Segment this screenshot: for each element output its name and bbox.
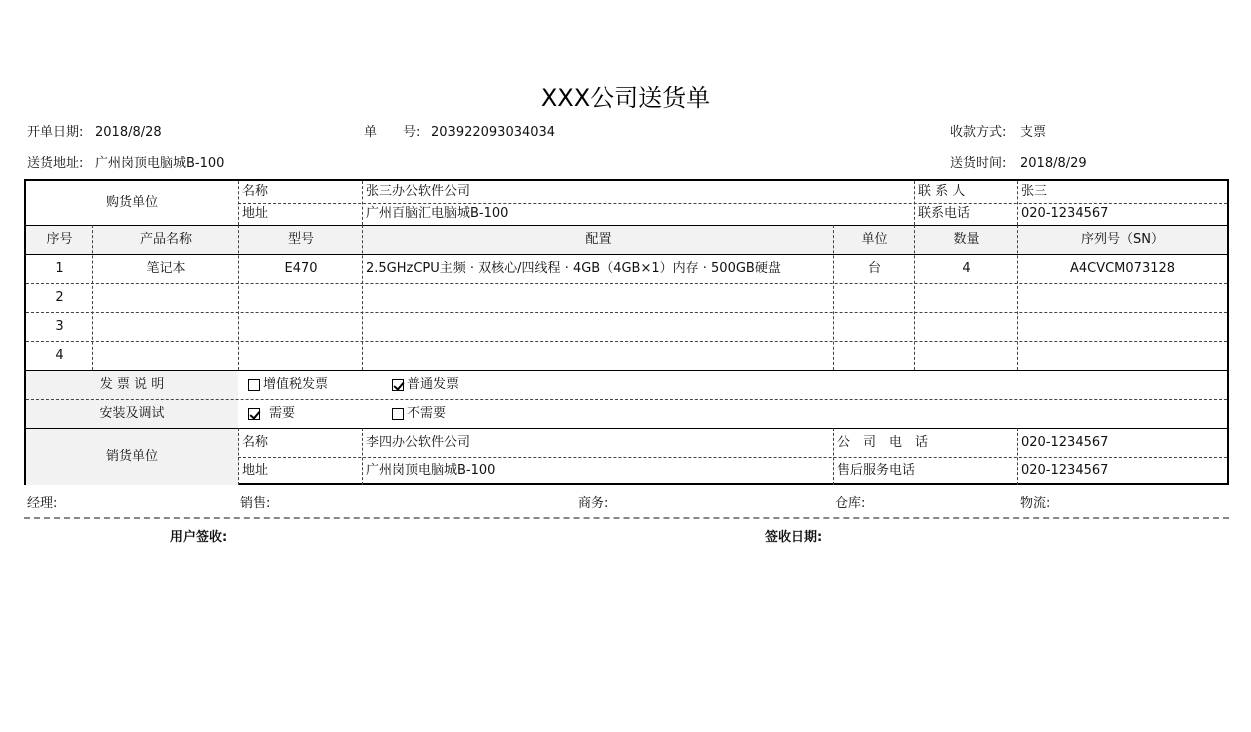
grid-line bbox=[26, 341, 1227, 342]
grid-line bbox=[26, 370, 1227, 371]
seller-service-label: 售后服务电话 bbox=[837, 463, 916, 478]
seller-service-phone: 020-1234567 bbox=[1021, 463, 1109, 478]
install-need-checkbox[interactable] bbox=[248, 408, 260, 420]
sign-date-label: 签收日期: bbox=[765, 530, 823, 545]
buyer-name: 张三办公软件公司 bbox=[366, 184, 471, 199]
delivery-address-label: 送货地址: bbox=[27, 156, 84, 171]
manager-label: 经理: bbox=[27, 496, 58, 511]
delivery-sheet bbox=[24, 179, 1229, 485]
delivery-time-label: 送货时间: bbox=[950, 156, 1007, 171]
seller-name: 李四办公软件公司 bbox=[366, 434, 471, 450]
grid-line bbox=[26, 283, 1227, 284]
buyer-addr: 广州百脑汇电脑城B-100 bbox=[366, 206, 509, 221]
issue-date-label: 开单日期: bbox=[27, 125, 84, 140]
col-header-config: 配置 bbox=[585, 231, 612, 247]
payment-label: 收款方式: bbox=[950, 125, 1007, 140]
sales-label: 销售: bbox=[240, 496, 271, 511]
grid-line bbox=[26, 428, 1227, 429]
table-row-1-model: E470 bbox=[284, 260, 318, 276]
logistics-label: 物流: bbox=[1020, 496, 1051, 511]
seller-phone: 020-1234567 bbox=[1021, 434, 1109, 450]
grid-line bbox=[238, 203, 1227, 204]
grid-line bbox=[26, 225, 1227, 226]
table-row-1-index: 1 bbox=[55, 260, 64, 276]
grid-line bbox=[238, 428, 239, 485]
buyer-name-label: 名称 bbox=[242, 184, 269, 199]
buyer-addr-label: 地址 bbox=[242, 206, 269, 221]
seller-phone-label: 公 司 电 话 bbox=[837, 434, 929, 450]
table-row-1-config: 2.5GHzCPU主频 · 双核心/四线程 · 4GB（4GB×1）内存 · 500GB硬盘 bbox=[366, 260, 781, 276]
grid-line bbox=[26, 254, 1227, 255]
table-row-1-sn: A4CVCM073128 bbox=[1069, 260, 1176, 276]
buyer-phone: 020-1234567 bbox=[1021, 206, 1109, 221]
issue-date: 2018/8/28 bbox=[95, 125, 162, 140]
business-label: 商务: bbox=[578, 496, 609, 511]
customer-sign-label: 用户签收: bbox=[170, 530, 228, 545]
table-row-2-index: 2 bbox=[55, 289, 64, 305]
grid-line bbox=[238, 457, 1227, 458]
grid-line bbox=[362, 225, 363, 370]
col-header-model: 型号 bbox=[287, 231, 314, 247]
install-noneed-text: 不需要 bbox=[407, 405, 447, 421]
col-header-qty: 数量 bbox=[953, 231, 980, 247]
install-need-text: 需要 bbox=[269, 405, 296, 421]
grid-line bbox=[1017, 225, 1018, 370]
table-row-4-index: 4 bbox=[55, 347, 64, 363]
table-row-3-index: 3 bbox=[55, 318, 64, 334]
buyer-section-label: 购货单位 bbox=[105, 195, 158, 210]
order-no-label: 单 号: bbox=[364, 125, 421, 140]
normal-invoice-text: 普通发票 bbox=[407, 376, 460, 392]
invoice-normal-option[interactable] bbox=[392, 370, 532, 399]
grid-line bbox=[914, 225, 915, 370]
buyer-phone-label: 联系电话 bbox=[918, 206, 971, 221]
grid-line bbox=[26, 312, 1227, 313]
grid-line bbox=[833, 428, 834, 485]
grid-line bbox=[362, 181, 363, 225]
grid-line bbox=[362, 428, 363, 485]
table-row-1-qty: 4 bbox=[962, 260, 971, 276]
table-row-1-product: 笔记本 bbox=[146, 260, 186, 276]
seller-name-label: 名称 bbox=[242, 434, 269, 450]
document-title: XXX公司送货单 bbox=[540, 84, 711, 112]
buyer-contact-label: 联 系 人 bbox=[918, 184, 966, 199]
col-header-unit: 单位 bbox=[861, 231, 888, 247]
install-noneed-option[interactable] bbox=[392, 399, 532, 428]
cut-line bbox=[24, 517, 1229, 519]
invoice-label: 发 票 说 明 bbox=[26, 370, 238, 399]
install-need-option[interactable] bbox=[248, 399, 388, 428]
grid-line bbox=[1017, 428, 1018, 485]
seller-section-label: 销货单位 bbox=[26, 428, 238, 485]
grid-line bbox=[238, 225, 239, 370]
col-header-index: 序号 bbox=[46, 231, 73, 247]
delivery-address: 广州岗顶电脑城B-100 bbox=[95, 156, 225, 171]
grid-line bbox=[238, 181, 239, 225]
col-header-sn: 序列号（SN） bbox=[1081, 231, 1164, 247]
col-header-product: 产品名称 bbox=[139, 231, 192, 247]
install-noneed-checkbox[interactable] bbox=[392, 408, 404, 420]
order-no: 203922093034034 bbox=[431, 125, 556, 140]
vat-invoice-checkbox[interactable] bbox=[248, 379, 260, 391]
grid-line bbox=[914, 181, 915, 225]
grid-line bbox=[1017, 181, 1018, 225]
buyer-contact: 张三 bbox=[1021, 184, 1048, 199]
invoice-vat-option[interactable] bbox=[248, 370, 388, 399]
seller-addr-label: 地址 bbox=[242, 463, 269, 478]
table-row-1-unit: 台 bbox=[867, 260, 881, 276]
warehouse-label: 仓库: bbox=[835, 496, 866, 511]
grid-line bbox=[26, 399, 1227, 400]
seller-addr: 广州岗顶电脑城B-100 bbox=[366, 463, 496, 478]
normal-invoice-checkbox[interactable] bbox=[392, 379, 404, 391]
payment-method: 支票 bbox=[1020, 125, 1047, 140]
install-label: 安装及调试 bbox=[26, 399, 238, 428]
delivery-time: 2018/8/29 bbox=[1020, 156, 1087, 171]
vat-invoice-text: 增值税发票 bbox=[263, 376, 329, 392]
grid-line bbox=[833, 225, 834, 370]
grid-line bbox=[92, 225, 93, 370]
